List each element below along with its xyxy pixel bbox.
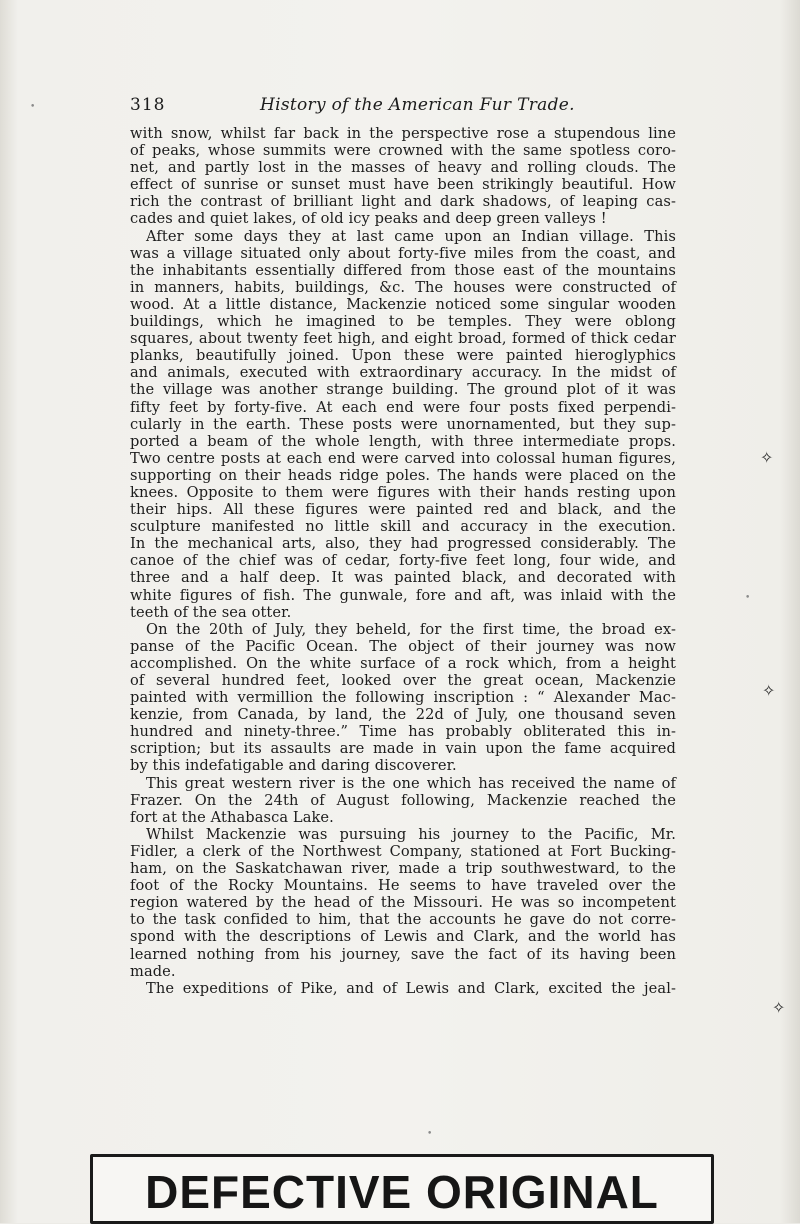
- text-line: the inhabitants essentially differed from those east of the mountains: [130, 261, 676, 279]
- text-line: This great western river is the one which has received the name of: [146, 774, 676, 792]
- text-line: by this indefatigable and daring discoverer.: [130, 757, 457, 775]
- text-line: Two centre posts at each end were carved into colossal human figures,: [130, 449, 676, 467]
- text-line: spond with the descriptions of Lewis and Clark, and the world has: [130, 928, 676, 946]
- defective-original-stamp: [90, 1150, 720, 1223]
- margin-blemish: •: [745, 593, 751, 603]
- text-line: made.: [130, 962, 176, 980]
- text-line: rich the contrast of brilliant light and dark shadows, of leaping cas-: [130, 193, 676, 211]
- text-line: kenzie, from Canada, by land, the 22d of July, one thousand seven: [130, 706, 676, 724]
- text-line: In the mechanical arts, also, they had progressed considerably. The: [130, 535, 676, 553]
- text-line: fifty feet by forty-five. At each end were four posts fixed perpendi-: [130, 398, 676, 416]
- page-number: 318: [130, 95, 166, 115]
- text-line: ported a beam of the whole length, with three intermediate props.: [130, 432, 676, 450]
- body-text: [130, 125, 676, 997]
- text-line: their hips. All these figures were painted red and black, and the: [130, 501, 676, 519]
- text-line: On the 20th of July, they beheld, for the first time, the broad ex-: [146, 620, 676, 638]
- text-line: canoe of the chief was of cedar, forty-five feet long, four wide, and: [130, 552, 676, 570]
- running-title: History of the American Fur Trade.: [260, 95, 575, 115]
- stamp-frame: [90, 1154, 714, 1224]
- text-line: The expeditions of Pike, and of Lewis and Clark, excited the jeal-: [146, 979, 676, 997]
- stamp-text: DEFECTIVE ORIGINAL: [145, 1166, 659, 1218]
- margin-blemish: •: [427, 1129, 433, 1139]
- margin-blemish: ✧: [760, 448, 774, 467]
- text-line: three and a half deep. It was painted black, and decorated with: [130, 569, 676, 587]
- page-header: [130, 95, 680, 119]
- text-line: white figures of fish. The gunwale, fore and aft, was inlaid with the: [130, 586, 676, 604]
- text-line: cularly in the earth. These posts were unornamented, but they sup-: [130, 415, 676, 433]
- text-line: painted with vermillion the following inscription : “ Alexander Mac-: [130, 689, 676, 707]
- text-line: accomplished. On the white surface of a rock which, from a height: [130, 654, 676, 672]
- text-line: buildings, which he imagined to be temples. They were oblong: [130, 313, 676, 331]
- text-line: ham, on the Saskatchawan river, made a trip southwestward, to the: [130, 860, 676, 878]
- text-line: the village was another strange building. The ground plot of it was: [130, 381, 676, 399]
- margin-blemish: ✧: [762, 681, 776, 700]
- text-line: to the task confided to him, that the accounts he gave do not corre-: [130, 911, 676, 929]
- text-line: supporting on their heads ridge poles. The hands were placed on the: [130, 466, 676, 484]
- text-line: and animals, executed with extraordinary accuracy. In the midst of: [130, 364, 676, 382]
- text-line: Fidler, a clerk of the Northwest Company, stationed at Fort Bucking-: [130, 842, 676, 860]
- text-line: net, and partly lost in the masses of heavy and rolling clouds. The: [130, 159, 676, 177]
- text-line: squares, about twenty feet high, and eight broad, formed of thick cedar: [130, 330, 676, 348]
- text-line: foot of the Rocky Mountains. He seems to have traveled over the: [130, 877, 676, 895]
- text-line: region watered by the head of the Missouri. He was so incompetent: [130, 894, 676, 912]
- text-line: hundred and ninety-three.” Time has probably obliterated this in-: [130, 723, 676, 741]
- text-line: After some days they at last came upon an Indian village. This: [146, 227, 676, 245]
- text-line: of peaks, whose summits were crowned with the same spotless coro-: [130, 142, 676, 160]
- text-line: planks, beautifully joined. Upon these were painted hieroglyphics: [130, 347, 676, 365]
- text-line: of several hundred feet, looked over the great ocean, Mackenzie: [130, 672, 676, 689]
- text-line: scription; but its assaults are made in vain upon the fame acquired: [130, 740, 676, 758]
- text-line: Frazer. On the 24th of August following, Mackenzie reached the: [130, 791, 676, 809]
- text-line: fort at the Athabasca Lake.: [130, 808, 334, 826]
- text-line: was a village situated only about forty-five miles from the coast, and: [130, 244, 676, 262]
- text-line: with snow, whilst far back in the perspective rose a stupendous line: [130, 125, 676, 142]
- text-line: teeth of the sea otter.: [130, 603, 292, 621]
- text-line: effect of sunrise or sunset must have been strikingly beautiful. How: [130, 176, 676, 194]
- text-line: learned nothing from his journey, save the fact of its having been: [130, 945, 676, 963]
- margin-blemish: •: [30, 102, 36, 112]
- text-line: sculpture manifested no little skill and accuracy in the execution.: [130, 518, 676, 536]
- text-line: in manners, habits, buildings, &c. The houses were constructed of: [130, 278, 676, 296]
- text-line: panse of the Pacific Ocean. The object of their journey was now: [130, 637, 676, 655]
- text-line: Whilst Mackenzie was pursuing his journey to the Pacific, Mr.: [146, 825, 676, 843]
- text-line: wood. At a little distance, Mackenzie noticed some singular wooden: [130, 295, 676, 313]
- text-line: cades and quiet lakes, of old icy peaks and deep green valleys !: [130, 210, 607, 228]
- text-line: knees. Opposite to them were figures with their hands resting upon: [130, 483, 676, 501]
- margin-blemish: ✧: [772, 998, 786, 1017]
